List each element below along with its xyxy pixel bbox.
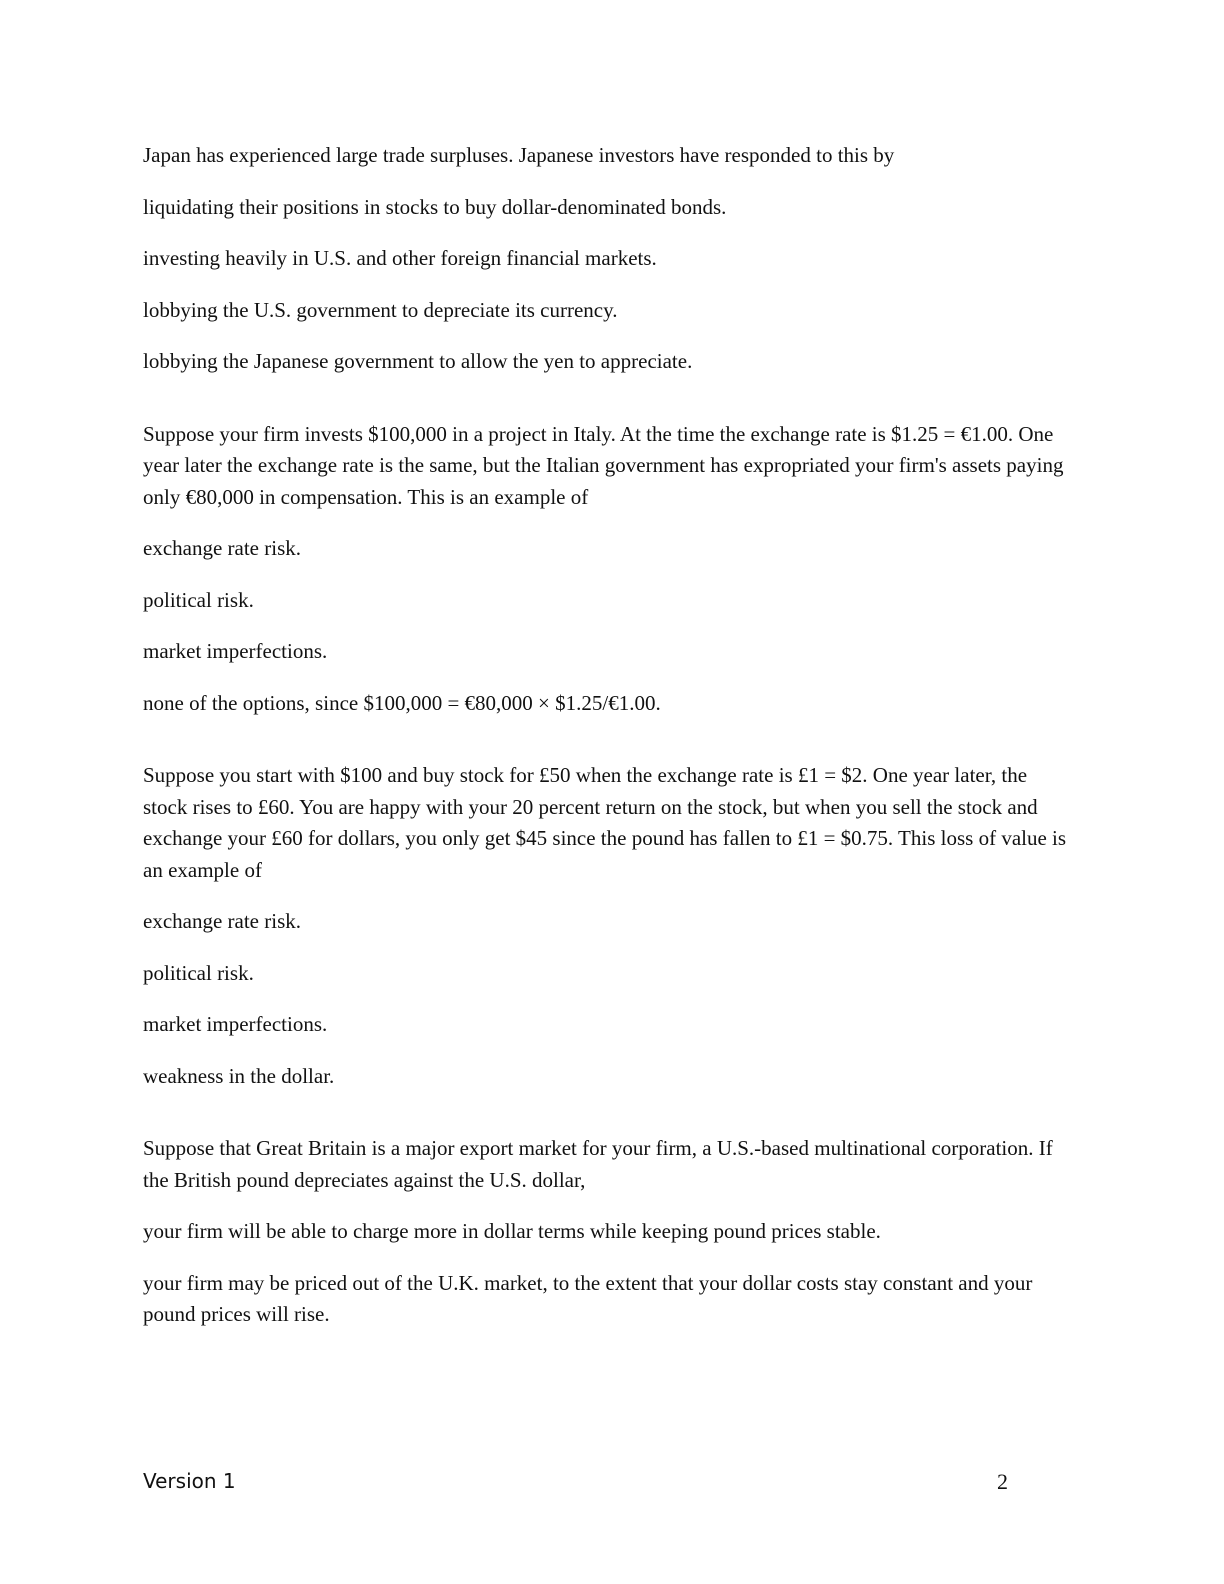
answer-option: exchange rate risk. (143, 536, 302, 560)
question-3 (143, 760, 1073, 1092)
answer-option: liquidating their positions in stocks to buy dollar-denominated bonds. (143, 194, 727, 219)
answer-option: market imperfections. (143, 1012, 328, 1036)
answer-option: political risk. (143, 587, 254, 612)
question-1 (143, 140, 1073, 378)
answer-option: weakness in the dollar. (143, 1063, 335, 1088)
footer-version: Version 1 (143, 1469, 236, 1493)
answer-option: market imperfections. (143, 639, 328, 663)
answer-option: lobbying the U.S. government to depreciate its currency. (143, 297, 618, 322)
answer-option: your firm will be able to charge more in dollar terms while keeping pound prices stable. (143, 1219, 881, 1243)
answer-option: lobbying the Japanese government to allow the yen to appreciate. (143, 349, 693, 373)
answer-option: your firm may be priced out of the U.K. market, to the extent that your dollar costs stay constant and your pound prices will rise. (143, 1270, 1033, 1326)
question-text: Suppose your firm invests $100,000 in a project in Italy. At the time the exchange rate is $1.25 = €1.00. One year later the exchange rate is the same, but the Italian government has expropriated your firm's assets paying only €80,000 in compensation. This is an example of (143, 421, 1064, 509)
footer-page-number: 2 (997, 1469, 1008, 1494)
answer-option: investing heavily in U.S. and other foreign financial markets. (143, 246, 657, 270)
question-text: Suppose you start with $100 and buy stock for £50 when the exchange rate is £1 = $2. One year later, the stock rises to £60. You are happy with your 20 percent return on the stock, but when you sell the stock and exchange your £60 for dollars, you only get $45 since the pound has fallen to £1 = $0.75. This loss of value is an example of (143, 763, 1067, 882)
question-text: Japan has experienced large trade surpluses. Japanese investors have responded to this by (143, 143, 895, 167)
answer-option: none of the options, since $100,000 = €80,000 × $1.25/€1.00. (143, 690, 661, 715)
question-4 (143, 1133, 1073, 1331)
question-text: Suppose that Great Britain is a major export market for your firm, a U.S.-based multinational corporation. If the British pound depreciates against the U.S. dollar, (143, 1136, 1053, 1192)
answer-option: exchange rate risk. (143, 909, 302, 933)
answer-option: political risk. (143, 960, 254, 985)
question-list (143, 140, 1073, 1372)
question-2 (143, 419, 1073, 720)
